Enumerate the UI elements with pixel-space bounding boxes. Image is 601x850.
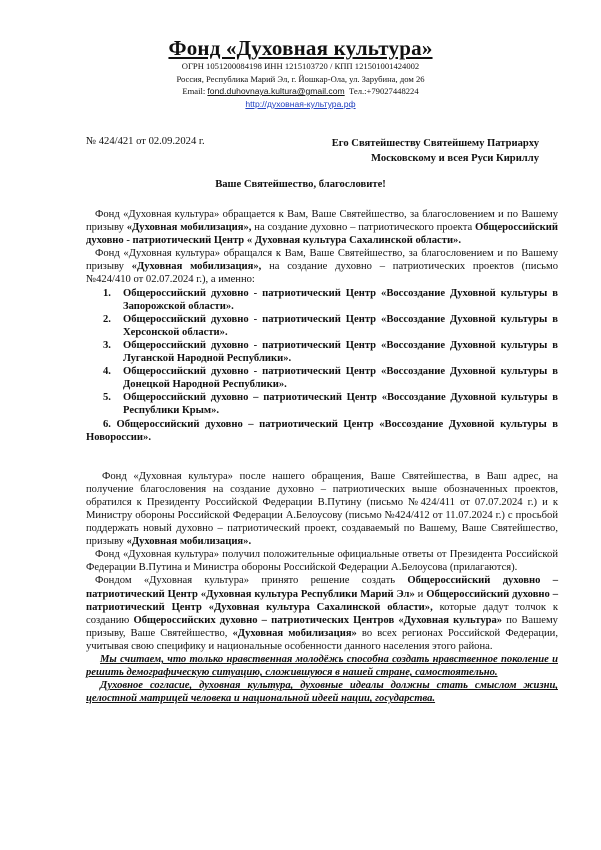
paragraph-5-bold-1: Общероссийский духовно – патриотический Центр «Духовная культура Республики Марий Эл» <box>86 575 559 600</box>
email-label: Email: <box>182 86 206 96</box>
list-item <box>86 287 558 313</box>
addressee <box>332 136 539 166</box>
paragraph-2-text: Фонд «Духовная культура» обращался к Вам, Ваше Святейшество, за благословением и по Вашему призыву <box>86 248 558 273</box>
website-line <box>0 99 601 109</box>
letter-body <box>86 208 558 705</box>
list-item-text: Общероссийский духовно – патриотический Центр «Воссоздание Духовной культуры в Новороссии». <box>86 418 558 443</box>
paragraph-2-text-2: на создание духовно – патриотических проектов (письмо №424/410 от 02.07.2024 г.), а именно: <box>86 261 558 286</box>
paragraph-3-bold: «Духовная мобилизация». <box>126 536 252 548</box>
addressee-line-2: Московскому и всея Руси Кириллу <box>370 153 539 164</box>
paragraph-1-bold: «Духовная мобилизация», <box>126 222 252 234</box>
phone-number: Тел.:+79027448224 <box>348 86 419 96</box>
letter-reference: № 424/421 от 02.09.2024 г. <box>86 136 205 147</box>
list-number: 2. <box>103 313 111 325</box>
list-item <box>86 365 558 391</box>
paragraph-3 <box>86 470 558 549</box>
emphasis-paragraph-1 <box>86 653 558 679</box>
paragraph-1-project: Общероссийский духовно - патриотический Центр « Духовная культура Сахалинской области». <box>86 222 558 247</box>
paragraph-5-bold-2: Общероссийский духовно – патриотический Центр «Духовная культура Сахалинской области», <box>86 588 559 613</box>
list-item-text: Общероссийский духовно - патриотический Центр «Воссоздание Духовной культуры в Запорожской области». <box>123 287 558 312</box>
paragraph-1 <box>86 208 558 247</box>
website-link[interactable]: http://духовная-культура.рф <box>245 99 356 109</box>
emphasis-text-1: Мы считаем, что только нравственная молодёжь способна создать нравственное поколение и решить демографическую ситуацию, сложившуюся в нашей стране, самостоятельно. <box>86 654 558 679</box>
list-item-text: Общероссийский духовно - патриотический Центр «Воссоздание Духовной культуры в Донецкой Народной Республики». <box>123 366 558 391</box>
list-number: 3. <box>103 339 111 351</box>
paragraph-5-text-3: которые дадут толчок к созданию <box>86 601 558 626</box>
list-number: 1. <box>103 287 111 299</box>
list-item <box>86 313 558 339</box>
list-item <box>86 339 558 365</box>
list-item-text: Общероссийский духовно - патриотический Центр «Воссоздание Духовной культуры в Херсонской области». <box>123 313 558 338</box>
paragraph-4-text: Фонд «Духовная культура» получил положительные официальные ответы от Президента Российской Федерации В.Путина и Министра обороны Российской Федерации А.Белоусова (прилагаются). <box>86 549 558 574</box>
paragraph-5 <box>86 574 558 653</box>
contact-line <box>0 86 601 96</box>
paragraph-4 <box>86 548 558 574</box>
emphasis-text-2: Духовное согласие, духовная культура, духовные идеалы должны стать смыслом жизни, целостной матрицей человека и национальной идеей нации, государства. <box>86 680 558 705</box>
paragraph-3-text: Фонд «Духовная культура» после нашего обращения, Ваше Святейшества, в Ваш адрес, на получение благословения на создание духовно – патриотических выше обозначенных проектов, обратился к Президенту Российской Федерации В.Путину (письмо №424/411 от 07.07.2024 г.) и к Министру обороны Российской Федерации А.Белоусову (письмо №424/412 от 11.07.2024 г.) с просьбой поддержать новый духовно – патриотический проект, создаваемый по Вашему, Ваше Святейшество, призыву <box>86 470 558 548</box>
paragraph-2-bold: «Духовная мобилизация», <box>131 261 262 273</box>
registration-numbers: ОГРН 1051200084198 ИНН 1215103720 / КПП 121501001424002 <box>181 61 420 71</box>
paragraph-5-text-2: и <box>414 588 427 600</box>
paragraph-1-text: Фонд «Духовная культура» обращается к Вам, Ваше Святейшество, за благословением и по Вашему призыву <box>86 209 558 234</box>
projects-list <box>86 287 558 444</box>
spacer <box>86 444 558 470</box>
email-link[interactable]: fond.duhovnaya.kultura@gmail.com <box>207 86 345 96</box>
list-number: 5. <box>103 392 111 404</box>
organization-title: Фонд «Духовная культура» <box>168 36 433 60</box>
list-number: 6. <box>103 418 111 430</box>
paragraph-5-text: Фондом «Духовная культура» принято решение создать <box>95 575 408 587</box>
paragraph-5-text-5: во всех регионах Российской Федерации, учитывая свою специфику и национальные особенности данного населения этого района. <box>86 627 558 652</box>
emphasis-paragraph-2 <box>86 679 558 705</box>
paragraph-2 <box>86 247 558 286</box>
organization-address: Россия, Республика Марий Эл, г. Йошкар-Ола, ул. Зарубина, дом 26 <box>176 74 425 84</box>
greeting: Ваше Святейшество, благословите! <box>215 179 386 190</box>
paragraph-1-text-2: на создание духовно – патриотического проекта <box>251 222 475 234</box>
list-item-text: Общероссийский духовно - патриотический Центр «Воссоздание Духовной культуры в Луганской Народной Республики». <box>123 339 558 365</box>
paragraph-5-text-4: по Вашему призыву, Ваше Святейшество, <box>86 614 558 639</box>
list-item <box>86 391 558 417</box>
list-item-text: Общероссийский духовно – патриотический Центр «Воссоздание Духовной культуры в Республики Крым». <box>123 392 558 417</box>
paragraph-5-bold-3: Общероссийских духовно – патриотических Центров «Духовная культура» <box>133 614 503 626</box>
list-number: 4. <box>103 366 111 378</box>
list-item <box>86 418 558 444</box>
paragraph-5-bold-4: «Духовная мобилизация» <box>232 627 357 639</box>
addressee-line-1: Его Святейшеству Святейшему Патриарху <box>331 138 539 149</box>
